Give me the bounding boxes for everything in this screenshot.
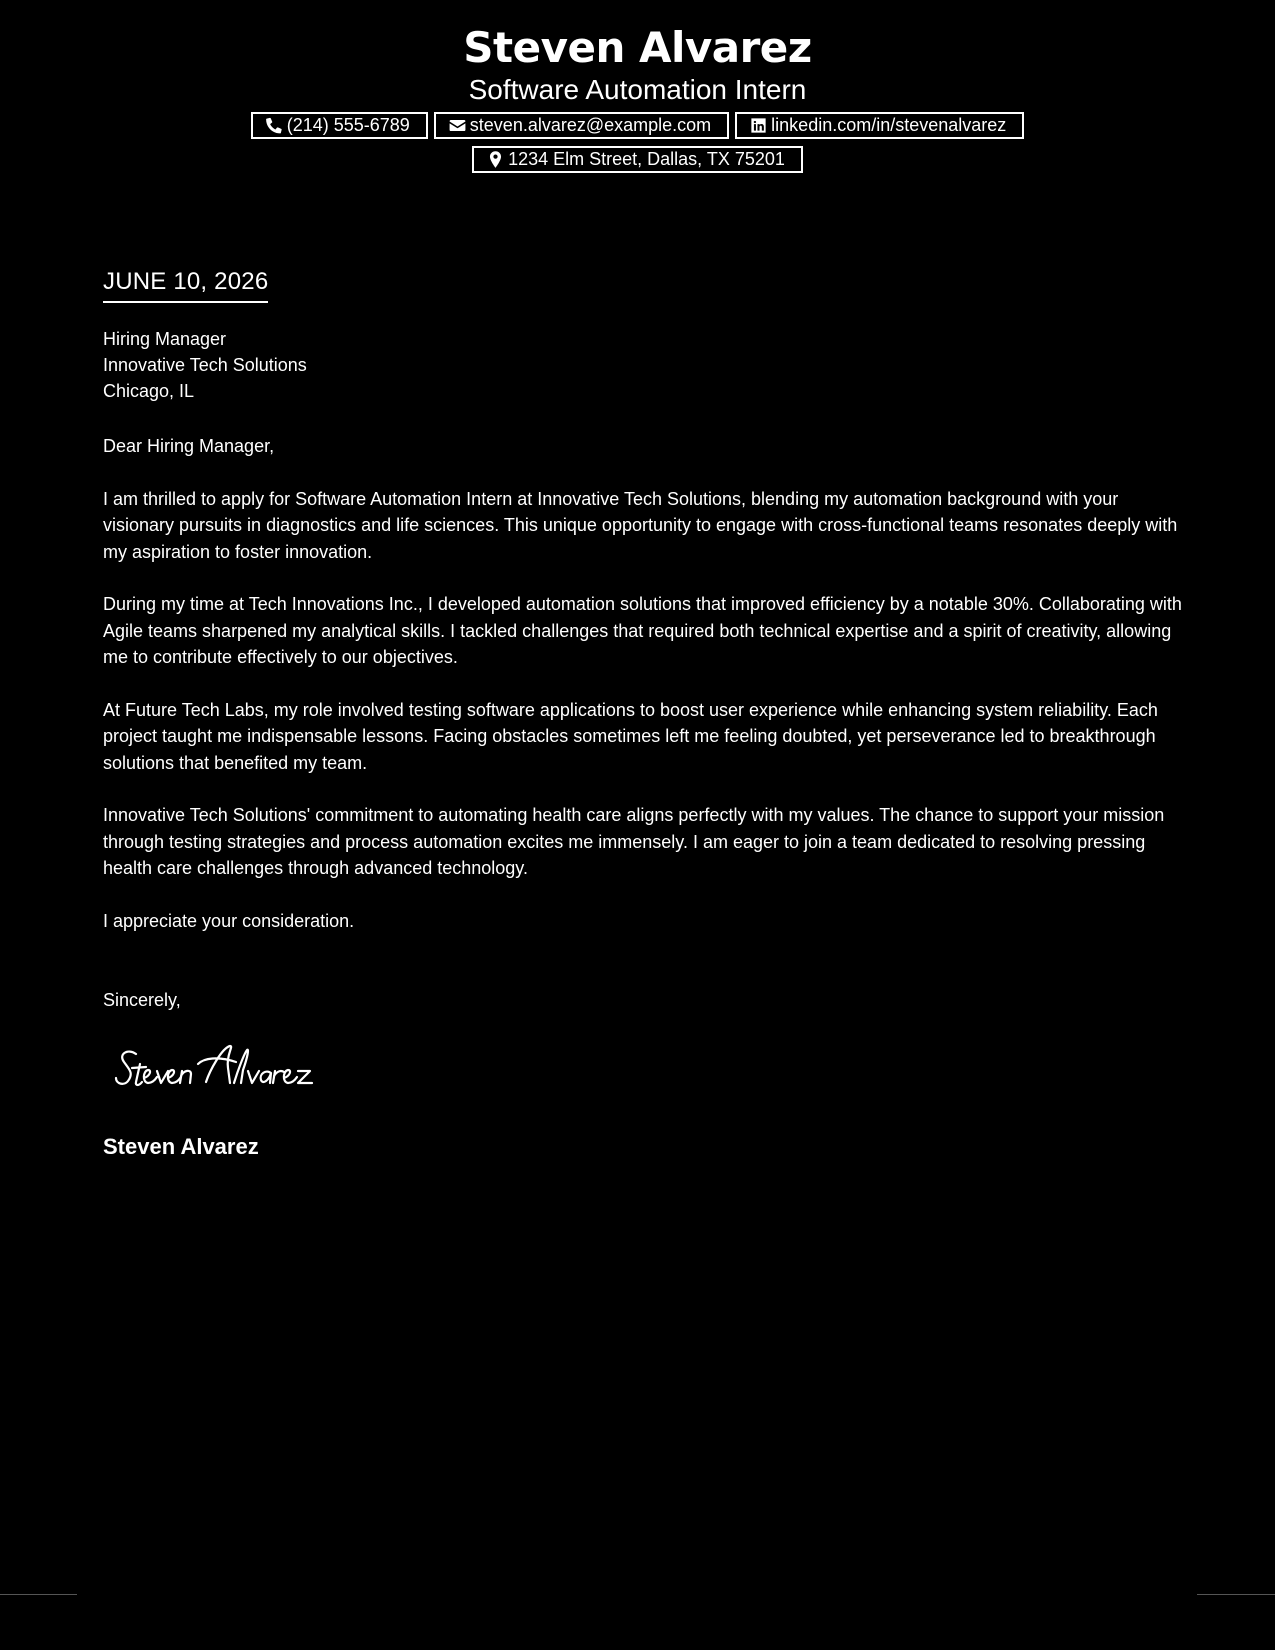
email-text: steven.alvarez@example.com: [469, 115, 712, 135]
envelope-icon: [448, 116, 467, 135]
phone-text: (214) 555-6789: [286, 115, 410, 135]
closing: Sincerely,: [103, 990, 181, 1010]
recipient-company: Innovative Tech Solutions: [103, 355, 307, 375]
applicant-role: Software Automation Intern: [468, 74, 807, 105]
contact-row-2: [0, 146, 1275, 173]
phone-icon: [265, 116, 284, 135]
body-paragraph: I appreciate your consideration.: [103, 910, 355, 931]
recipient-block: [103, 326, 307, 404]
body-paragraph: During my time at Tech Innovations Inc., I developed automation solutions that improved efficiency by a notable 30%. Collaborating with Agile teams sharpened my analytical skills. I tackled challenges that required both technical expertise and a spirit of creativity, allowing me to contribute effectively to our objectives.: [103, 594, 1182, 667]
recipient-title: Hiring Manager: [103, 329, 227, 349]
map-marker-icon: [486, 150, 505, 169]
letter-date: JUNE 10, 2026: [103, 267, 268, 303]
linkedin-contact[interactable]: [735, 112, 1024, 139]
handwritten-signature: [114, 1040, 354, 1096]
address-text: 1234 Elm Street, Dallas, TX 75201: [508, 149, 785, 169]
contact-row-1: [0, 112, 1275, 139]
linkedin-icon: [749, 116, 768, 135]
address-contact: [472, 146, 803, 173]
applicant-name: Steven Alvarez: [463, 23, 812, 72]
linkedin-text: linkedin.com/in/stevenalvarez: [771, 115, 1007, 135]
footer-divider-right: [1197, 1594, 1275, 1595]
phone-contact[interactable]: [251, 112, 428, 139]
body-paragraph: At Future Tech Labs, my role involved testing software applications to boost user experience while enhancing system reliability. Each project taught me indispensable lessons. Facing obstacles sometimes left me feeling doubted, yet perseverance led to breakthrough solutions that benefited my team.: [103, 699, 1158, 773]
email-contact[interactable]: [434, 112, 729, 139]
salutation: Dear Hiring Manager,: [103, 436, 275, 456]
body-paragraph: I am thrilled to apply for Software Automation Intern at Innovative Tech Solutions, blending my automation background with your visionary pursuits in diagnostics and life sciences. This unique opportunity to engage with cross-functional teams resonates deeply with my aspiration to foster innovation.: [103, 488, 1178, 562]
letter-body: [103, 433, 1183, 960]
body-paragraph: Innovative Tech Solutions' commitment to automating health care aligns perfectly with my values. The chance to support your mission through testing strategies and process automation excites me immensely. I am eager to join a team dedicated to resolving pressing health care challenges through advanced technology.: [103, 805, 1165, 878]
letter-header: [0, 22, 1275, 173]
signer-name: Steven Alvarez: [103, 1134, 259, 1159]
recipient-location: Chicago, IL: [103, 381, 195, 401]
footer-divider-left: [0, 1594, 77, 1595]
